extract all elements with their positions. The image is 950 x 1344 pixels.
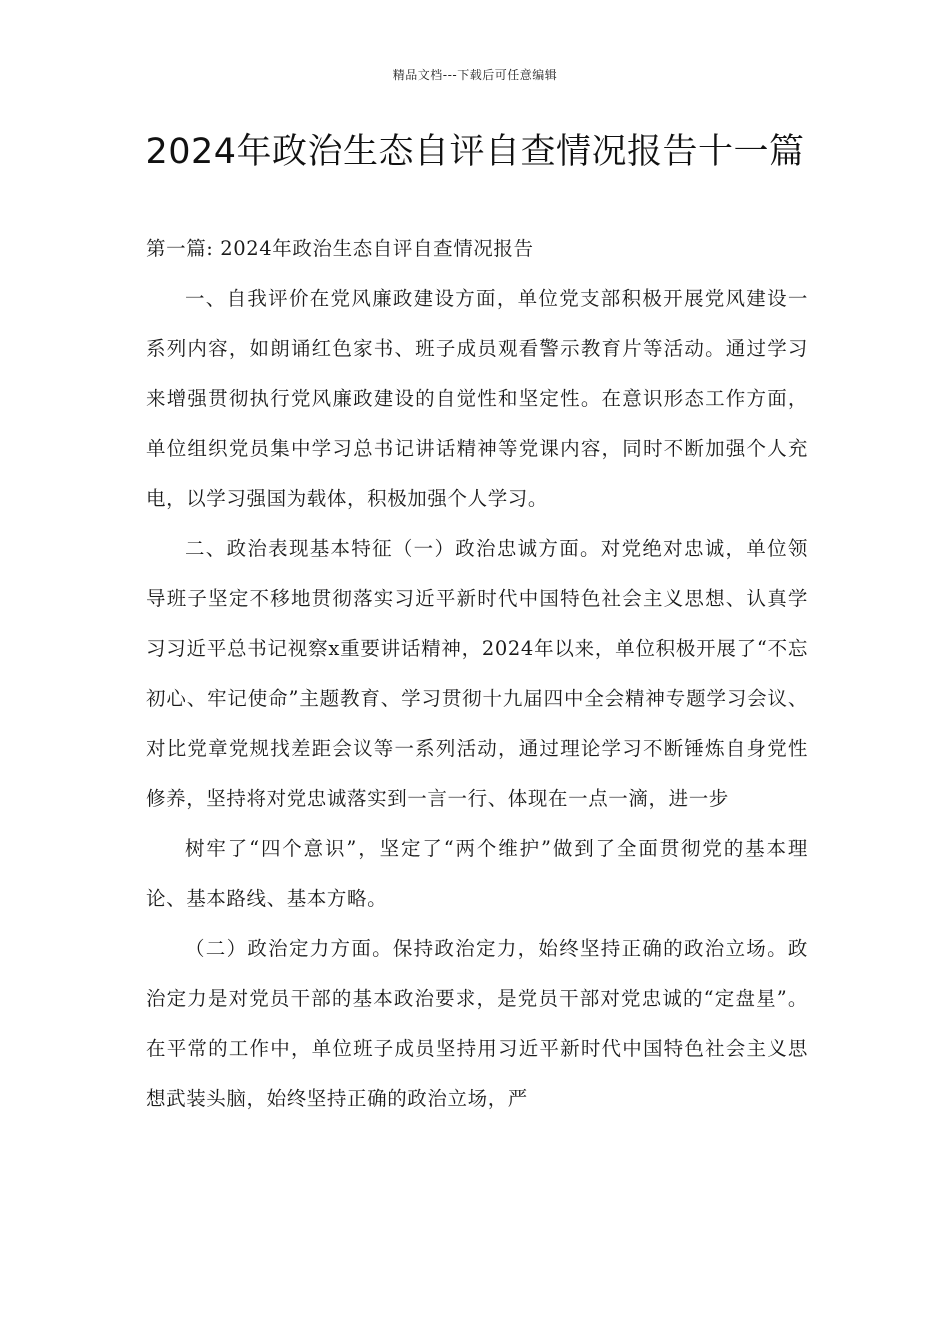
document-title: 2024年政治生态自评自查情况报告十一篇 [145,132,805,172]
paragraph-political-resolve: （二）政治定力方面。保持政治定力，始终坚持正确的政治立场。政治定力是对党员干部的基本政治要求，是党员干部对党忠诚的“定盘星”。在平常的工作中，单位班子成员坚持用习近平新时代中国特色社会主义思想武装头脑，始终坚持正确的政治立场，严 [146,937,808,1110]
paragraph-political-loyalty: 二、政治表现基本特征（一）政治忠诚方面。对党绝对忠诚，单位领导班子坚定不移地贯彻落实习近平新时代中国特色社会主义思想、认真学习习近平总书记视察x重要讲话精神，2024年以来，单位积极开展了“不忘初心、牢记使命”主题教育、学习贯彻十九届四中全会精神专题学习会议、对比党章党规找差距会议等一系列活动，通过理论学习不断锤炼自身党性修养，坚持将对党忠诚落实到一言一行、体现在一点一滴，进一步 [146,537,808,810]
paragraph-four-consciousness: 树牢了“四个意识”，坚定了“两个维护”做到了全面贯彻党的基本理论、基本路线、基本方略。 [146,837,808,910]
section-heading: 第一篇: 2024年政治生态自评自查情况报告 [146,237,534,260]
paragraph-self-evaluation: 一、自我评价在党风廉政建设方面，单位党支部积极开展党风建设一系列内容，如朗诵红色家书、班子成员观看警示教育片等活动。通过学习来增强贯彻执行党风廉政建设的自觉性和坚定性。在意识形态工作方面，单位组织党员集中学习总书记讲话精神等党课内容，同时不断加强个人充电，以学习强国为载体，积极加强个人学习。 [146,287,808,510]
document-body [146,226,808,1124]
page-header-watermark: 精品文档---下载后可任意编辑 [392,68,558,82]
